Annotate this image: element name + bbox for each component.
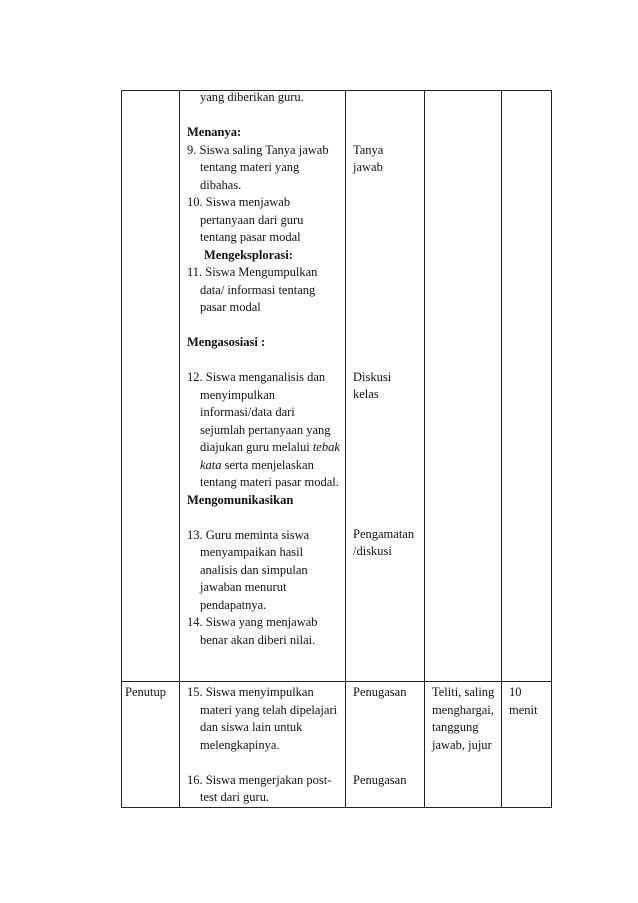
metode-text: Penugasan	[353, 772, 407, 787]
list-item: 10. Siswa menjawab pertanyaan dari guru tentang pasar modal	[187, 195, 304, 244]
list-item: 9. Siswa saling Tanya jawab tentang materi yang dibahas.	[187, 142, 329, 192]
waktu-text: 10 menit	[509, 685, 538, 717]
italic-term: tebak kata	[200, 440, 340, 472]
waktu-cell	[502, 682, 552, 808]
list-item: 13. Guru meminta siswa menyampaikan hasil analisis dan simpulan jawaban menurut pendapatnya.	[187, 527, 310, 612]
mengasosiasi-heading: Mengasosiasi :	[187, 335, 266, 349]
list-item: 14. Siswa yang menjawab benar akan diberi nilai.	[187, 615, 318, 647]
metode-text: Tanya jawab	[353, 142, 384, 174]
metode-cell	[346, 682, 425, 808]
deskripsi-cell	[180, 682, 346, 808]
metode-text: Diskusi kelas	[353, 369, 392, 401]
list-item: 15. Siswa menyimpulkan materi yang telah dipelajari dan siswa lain untuk melengkapinya.	[187, 685, 338, 752]
list-item: 11. Siswa Mengumpulkan data/ informasi tentang pasar modal	[187, 265, 318, 314]
karakter-cell	[425, 91, 502, 682]
table-row	[122, 91, 552, 682]
metode-text: Penugasan	[353, 685, 407, 699]
mengomunikasikan-heading: Mengomunikasikan	[187, 492, 294, 507]
lesson-plan-table	[121, 90, 552, 808]
table-row	[122, 682, 552, 808]
karakter-text: Teliti, saling menghargai, tanggung jawab, jujur	[432, 685, 495, 752]
menanya-heading: Menanya:	[187, 125, 242, 139]
metode-text: Pengamatan /diskusi	[353, 526, 415, 558]
kegiatan-cell	[122, 91, 180, 682]
kegiatan-cell	[122, 682, 180, 808]
intro-text: yang diberikan guru.	[200, 90, 304, 104]
list-item: 16. Siswa mengerjakan post-test dari guru.	[187, 772, 332, 804]
waktu-cell	[502, 91, 552, 682]
list-item: 12. Siswa menganalisis dan menyimpulkan informasi/data dari sejumlah pertanyaan yang diajukan guru melalui tebak kata serta menjelaskan tentang materi pasar modal.	[187, 370, 340, 489]
kegiatan-label: Penutup	[125, 685, 166, 699]
karakter-cell	[425, 682, 502, 808]
deskripsi-cell	[180, 91, 346, 682]
mengeksplorasi-heading: Mengeksplorasi:	[204, 247, 293, 262]
metode-cell	[346, 91, 425, 682]
